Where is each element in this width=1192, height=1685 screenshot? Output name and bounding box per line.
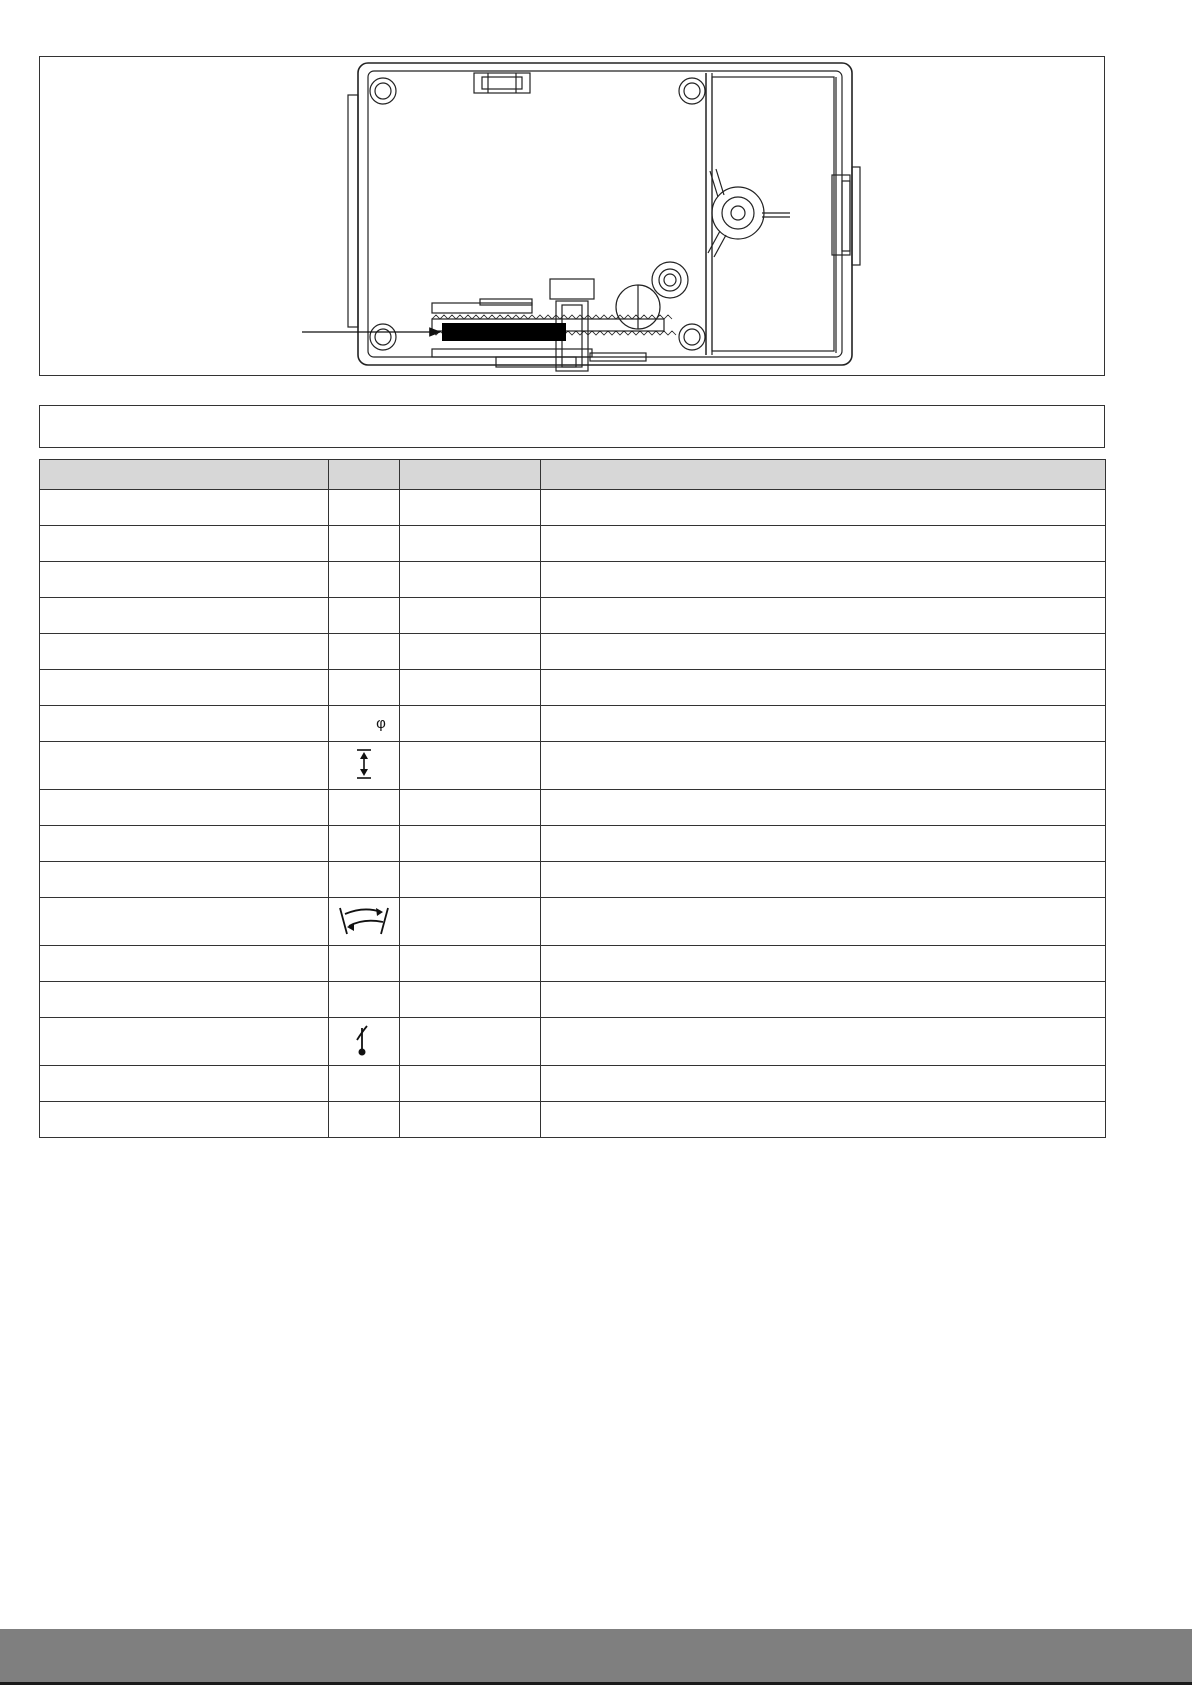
symbol-cell	[329, 1102, 400, 1138]
symbol-cell	[329, 826, 400, 862]
description-cell	[541, 1066, 1106, 1102]
row-label-cell	[40, 1066, 329, 1102]
temperature-icon	[353, 1046, 375, 1061]
row-label-cell	[40, 490, 329, 526]
description-cell	[541, 598, 1106, 634]
table-row	[40, 634, 1106, 670]
description-cell	[541, 634, 1106, 670]
symbol-cell	[329, 862, 400, 898]
actuator-drawing	[40, 57, 1106, 377]
description-cell	[541, 790, 1106, 826]
description-cell	[541, 862, 1106, 898]
shaft-coupling-icon	[708, 169, 790, 257]
row-label-cell	[40, 982, 329, 1018]
row-label-cell	[40, 526, 329, 562]
footer-bar	[0, 1629, 1192, 1685]
description-cell	[541, 946, 1106, 982]
table-row	[40, 826, 1106, 862]
caption-box	[39, 405, 1105, 448]
value-cell	[400, 562, 541, 598]
value-cell	[400, 1018, 541, 1066]
description-cell	[541, 526, 1106, 562]
value-cell	[400, 1102, 541, 1138]
value-cell	[400, 634, 541, 670]
symbol-cell	[329, 706, 400, 742]
header-cell	[400, 460, 541, 490]
description-cell	[541, 490, 1106, 526]
table-row	[40, 742, 1106, 790]
description-cell	[541, 898, 1106, 946]
table-row	[40, 706, 1106, 742]
row-label-cell	[40, 1018, 329, 1066]
table-row	[40, 1066, 1106, 1102]
screw-icon	[652, 262, 688, 298]
rotation-angle-icon	[337, 926, 391, 941]
label-plate-icon	[442, 323, 566, 341]
value-cell	[400, 742, 541, 790]
row-label-cell	[40, 1102, 329, 1138]
symbol-cell	[329, 526, 400, 562]
row-label-cell	[40, 562, 329, 598]
value-cell	[400, 598, 541, 634]
row-label-cell	[40, 598, 329, 634]
header-cell	[40, 460, 329, 490]
value-cell	[400, 790, 541, 826]
table-row	[40, 562, 1106, 598]
value-cell	[400, 1066, 541, 1102]
value-cell	[400, 946, 541, 982]
symbol-cell	[329, 562, 400, 598]
table-row	[40, 982, 1106, 1018]
header-cell	[329, 460, 400, 490]
table-row	[40, 898, 1106, 946]
spec-table	[39, 459, 1106, 1138]
symbol-cell	[329, 742, 400, 790]
screw-icon	[679, 78, 705, 104]
value-cell	[400, 898, 541, 946]
row-label-cell	[40, 946, 329, 982]
row-label-cell	[40, 742, 329, 790]
description-cell	[541, 982, 1106, 1018]
symbol-cell	[329, 634, 400, 670]
description-cell	[541, 562, 1106, 598]
value-cell	[400, 862, 541, 898]
symbol-cell	[329, 790, 400, 826]
symbol-text: φ	[376, 715, 386, 732]
symbol-cell	[329, 1066, 400, 1102]
table-header-row	[40, 460, 1106, 490]
description-cell	[541, 826, 1106, 862]
symbol-cell	[329, 598, 400, 634]
table-row	[40, 790, 1106, 826]
row-label-cell	[40, 706, 329, 742]
description-cell	[541, 1102, 1106, 1138]
description-cell	[541, 1018, 1106, 1066]
symbol-cell	[329, 982, 400, 1018]
symbol-cell	[329, 490, 400, 526]
symbol-cell	[329, 898, 400, 946]
table-row	[40, 670, 1106, 706]
value-cell	[400, 826, 541, 862]
table-row	[40, 1018, 1106, 1066]
table-row	[40, 490, 1106, 526]
symbol-cell	[329, 670, 400, 706]
row-label-cell	[40, 790, 329, 826]
value-cell	[400, 490, 541, 526]
description-cell	[541, 742, 1106, 790]
row-label-cell	[40, 634, 329, 670]
description-cell	[541, 706, 1106, 742]
screw-icon	[679, 324, 705, 350]
description-cell	[541, 670, 1106, 706]
table-row	[40, 946, 1106, 982]
row-label-cell	[40, 898, 329, 946]
value-cell	[400, 706, 541, 742]
device-figure	[39, 56, 1105, 376]
value-cell	[400, 526, 541, 562]
symbol-cell	[329, 946, 400, 982]
header-cell	[541, 460, 1106, 490]
screw-icon	[370, 324, 396, 350]
screw-icon	[370, 78, 396, 104]
stroke-icon	[353, 769, 375, 784]
table-row	[40, 1102, 1106, 1138]
table-row	[40, 526, 1106, 562]
value-cell	[400, 982, 541, 1018]
table-row	[40, 598, 1106, 634]
symbol-cell	[329, 1018, 400, 1066]
value-cell	[400, 670, 541, 706]
row-label-cell	[40, 826, 329, 862]
row-label-cell	[40, 862, 329, 898]
table-row	[40, 862, 1106, 898]
row-label-cell	[40, 670, 329, 706]
